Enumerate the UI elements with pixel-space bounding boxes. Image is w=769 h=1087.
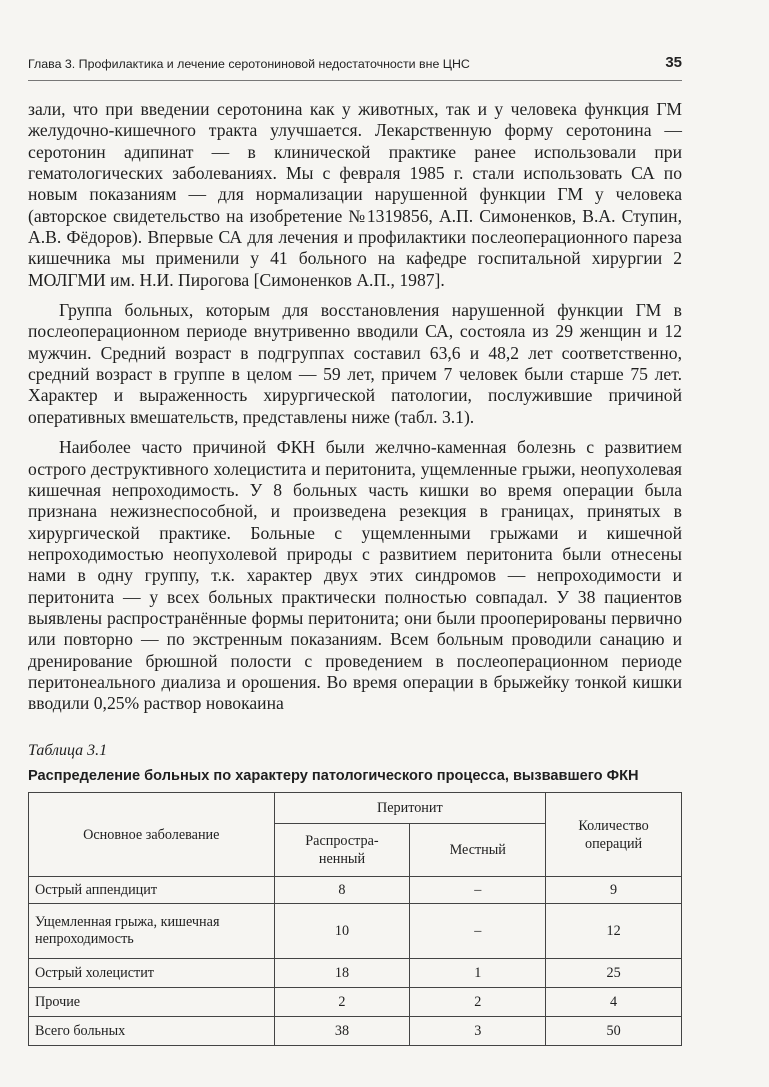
operations-cell: 50 <box>546 1017 682 1046</box>
running-header <box>28 54 682 76</box>
table-caption: Таблица 3.1 <box>28 742 108 759</box>
local-cell: – <box>410 904 546 959</box>
disease-cell: Ущемленная грыжа, кишечная непроходимость <box>29 904 275 959</box>
widespread-cell: 18 <box>274 959 410 988</box>
table-row <box>29 959 682 988</box>
table-row <box>29 904 682 959</box>
widespread-cell: 38 <box>274 1017 410 1046</box>
header-local: Местный <box>410 824 546 877</box>
header-divider <box>28 80 682 81</box>
page-number: 35 <box>665 54 682 71</box>
table-header-row <box>29 793 682 824</box>
header-disease: Основное заболевание <box>29 793 275 877</box>
table-row-total <box>29 1017 682 1046</box>
body-text <box>28 99 682 724</box>
local-cell: 2 <box>410 988 546 1017</box>
header-peritonitis: Перитонит <box>274 793 546 824</box>
widespread-cell: 10 <box>274 904 410 959</box>
operations-cell: 9 <box>546 877 682 904</box>
widespread-cell: 8 <box>274 877 410 904</box>
table-row <box>29 988 682 1017</box>
paragraph: Группа больных, которым для восстановления нарушенной функции ГМ в послеоперационном периоде внутривенно вводили СА, состояла из 29 женщин и 12 мужчин. Средний возраст в подгруппах составил 63,6 и 48,2 лет соответственно, средний возраст в группе в целом — 59 лет, причем 7 человек были старше 75 лет. Характер и выраженность хирургической патологии, послужившие причиной оперативных вмешательств, представлены ниже (табл. 3.1). <box>28 300 682 427</box>
widespread-cell: 2 <box>274 988 410 1017</box>
local-cell: 3 <box>410 1017 546 1046</box>
disease-cell: Острый холецистит <box>29 959 275 988</box>
operations-cell: 12 <box>546 904 682 959</box>
local-cell: 1 <box>410 959 546 988</box>
header-widespread: Распростра- ненный <box>274 824 410 877</box>
patients-table <box>28 792 682 1046</box>
table-title: Распределение больных по характеру патологического процесса, вызвавшего ФКН <box>28 768 639 784</box>
paragraph: Наиболее часто причиной ФКН были желчно-каменная болезнь с развитием острого деструктивного холецистита и перитонита, ущемленные грыжи, неопухолевая кишечная непроходимость. У 8 больных часть кишки во время операции была признана нежизнеспособной, и произведена резекция в границах, принятых в хирургической практике. Больные с ущемленными грыжами и кишечной непроходимостью неопухолевой природы с развитием перитонита были отнесены нами в одну группу, т.к. характер двух этих синдромов — непроходимости и перитонита — у всех больных практически полностью совпадал. У 38 пациентов выявлены распространённые формы перитонита; они были прооперированы первично или повторно — по экстренным показаниям. Всем больным проводили санацию и дренирование брюшной полости с проведением в послеоперационном периоде перитонеального диализа и орошения. Во время операции в брыжейку тонкой кишки вводили 0,25% раствор новокаина <box>28 437 682 714</box>
operations-cell: 25 <box>546 959 682 988</box>
header-operations: Количество операций <box>546 793 682 877</box>
paragraph: зали, что при введении серотонина как у животных, так и у человека функция ГМ желудочно-кишечного тракта улучшается. Лекарственную форму серотонина — серотонин адипинат — в клинической практике ранее использовали при гематологических заболеваниях. Мы с февраля 1985 г. стали использовать СА по новым показаниям — для нормализации нарушенной функции ГМ у человека (авторское свидетельство на изобретение №1319856, А.П. Симоненков, В.А. Ступин, А.В. Фёдоров). Впервые СА для лечения и профилактики послеоперационного пареза кишечника мы применили у 41 больного на кафедре госпитальной хирургии 2 МОЛГМИ им. Н.И. Пирогова [Симоненков А.П., 1987]. <box>28 99 682 290</box>
disease-cell: Прочие <box>29 988 275 1017</box>
disease-cell: Острый аппендицит <box>29 877 275 904</box>
local-cell: – <box>410 877 546 904</box>
operations-cell: 4 <box>546 988 682 1017</box>
chapter-title: Глава 3. Профилактика и лечение серотониновой недостаточности вне ЦНС <box>28 57 470 71</box>
disease-cell: Всего больных <box>29 1017 275 1046</box>
table-row <box>29 877 682 904</box>
